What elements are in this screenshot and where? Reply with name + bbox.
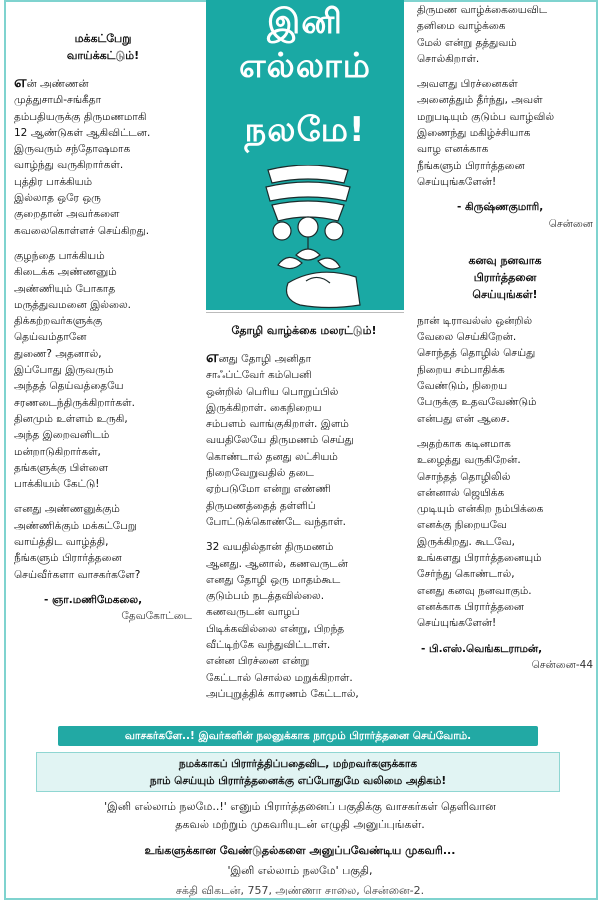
left-paragraph-1 [14,74,192,239]
footer [0,798,600,900]
right-heading: கனவு நனவாக பிரார்த்தனை செய்யுங்கள்! [468,253,542,301]
right-paragraph-3: நான் டிராவல்ஸ் ஒன்றில் வேலை செய்கிறேன். சொந்தத் தொழில் செய்து நிறைய சம்பாதிக்க வேண்டும், நிறைய பேருக்கு உதவவேண்டும் என்பது என் ஆசை. [417,314,537,425]
middle-paragraph-1 [206,349,402,530]
middle-column [206,322,402,711]
footer-address-label: உங்களுக்கான வேண்டுதல்களை அனுப்பவேண்டிய முகவரி... [144,844,456,857]
left-heading: மக்கட்பேறு வாய்க்கட்டும்! [66,32,140,62]
title-panel [206,0,404,310]
right-signature-1: - கிருஷ்ணகுமாரி, [457,201,544,214]
prayer-banner: வாசகர்களே..! இவர்களின் நலனுக்காக நாமும் பிரார்த்தனை செய்வோம். [58,726,538,746]
middle-paragraph-1-text: னது தோழி அனிதா சாஃப்ட்வேர் கம்பெனி ஒன்றில் பெரிய பொறுப்பில் இருக்கிறாள். கைநிறைய சம்பளம் வாங்குகிறாள். இளம் வயதிலேயே திருமணம் செய்து கொண்டால் தனது லட்சியம் நிறைவேறுவதில் தடை ஏற்படுமோ என்று எண்ணி திருமணத்தைத் தள்ளிப் போட்டுக்கொண்டே வந்தாள். [206,353,354,528]
right-paragraph-2: அவளது பிரச்னைகள் அனைத்தும் தீர்ந்து, அவள் மறுபடியும் குடும்ப வாழ்வில் இணைந்து மகிழ்ச்சியாக வாழ எனக்காக நீங்களும் பிரார்த்தனை செய்யுங்களேன்! [417,78,555,188]
middle-paragraph-2: 32 வயதில்தான் திருமணம் ஆனது. ஆனால், கணவருடன் எனது தோழி ஒரு மாதம்கூட குடும்பம் நடத்தவில்லை. கணவருடன் வாழப் பிடிக்கவில்லை என்று, பிறந்த வீட்டிற்கே வந்துவிட்டாள். என்ன பிரச்னை என்று கேட்டால் சொல்ல மறுக்கிறாள். அப்புறுத்திக் காரணம் கேட்டால், [206,541,359,700]
left-paragraph-1-text: ன் அண்ணன் முத்துசாமி-சங்கீதா தம்பதியருக்கு திருமணமாகி 12 ஆண்டுகள் ஆகிவிட்டன. இருவரும் சந்தோஷமாக வாழ்ந்து வருகிறார்கள். புத்திர பாக்கியம் இல்லாத ஒரே ஒரு குறைதான் அவர்களை கவலைகொள்ளச் செய்கிறது. [14,78,151,237]
left-paragraph-2: குழந்தை பாக்கியம் கிடைக்க அண்ணனும் அண்ணியும் போகாத மருத்துவமனை இல்லை. திக்கற்றவர்களுக்கு தெய்வம்தானே துணை? அதனால், இப்போது இருவரும் அந்தத் தெய்வத்தையே சரணடைந்திருக்கிறார்கள். தினமும் உள்ளம் உருகி, அந்த இறைவனிடம் மன்றாடுகிறார்கள், தங்களுக்கு பிள்ளை பாக்கியம் கேட்டு! [14,249,135,491]
hand-flower-illustration [248,165,368,310]
title-line-1: இனி [267,2,343,42]
left-place: தேவகோட்டை [121,610,192,623]
quote-line-2: நாம் செய்யும் பிரார்த்தனைக்கு எப்போதுமே வலிமை அதிகம்! [149,775,447,787]
left-column [14,30,192,625]
divider [206,312,404,313]
right-paragraph-4: அதற்காக கடினமாக உழைத்து வருகிறேன். சொந்தத் தொழிலில் என்னால் ஜெயிக்க முடியும் என்கிற நம்பிக்கை எனக்கு நிறையவே இருக்கிறது. கூடவே, உங்களது பிரார்த்தனையும் சேர்ந்து கொண்டால், எனது கனவு நனவாகும். எனக்காக பிரார்த்தனை செய்யுங்களேன்! [417,437,544,630]
right-signature-2: - பி.எஸ்.வெங்கடராமன், [421,642,543,655]
prayer-quote-box [36,752,560,792]
title-line-2: எல்லாம் [238,46,372,86]
middle-dropcap: எ [206,347,219,366]
title-line-3: நலமே! [244,110,366,150]
footer-instructions: 'இனி எல்லாம் நலமே..!' எனும் பிரார்த்தனைப் பகுதிக்கு வாசகர்கள் தெளிவான தகவல் மற்றும் முகவரியுடன் எழுதி அனுப்புங்கள். [104,800,496,831]
right-column [417,2,593,673]
left-signature: - ஞா.மணிமேகலை, [44,593,143,606]
left-paragraph-3: எனது அண்ணனுக்கும் அண்ணிக்கும் மக்கட்பேறு வாய்த்திட வாழ்த்தி, நீங்களும் பிரார்த்தனை செய்வீர்களா வாசகர்களே? [14,503,141,581]
middle-heading: தோழி வாழ்க்கை மலரட்டும்! [231,324,377,337]
footer-address: சக்தி விகடன், 757, அண்ணா சாலை, சென்னை-2. [175,884,425,897]
footer-section-name: 'இனி எல்லாம் நலமே' பகுதி, [227,864,373,877]
quote-line-1: நமக்காகப் பிரார்த்திப்பதைவிட, மற்றவர்களுக்காக [178,758,418,770]
left-dropcap: எ [14,72,27,91]
right-place-1: சென்னை [548,217,593,230]
right-paragraph-1: திருமண வாழ்க்கையைவிட தனிமை வாழ்க்கை மேல் என்று தத்துவம் சொல்கிறாள். [417,4,548,65]
right-place-2: சென்னை-44 [531,658,593,671]
